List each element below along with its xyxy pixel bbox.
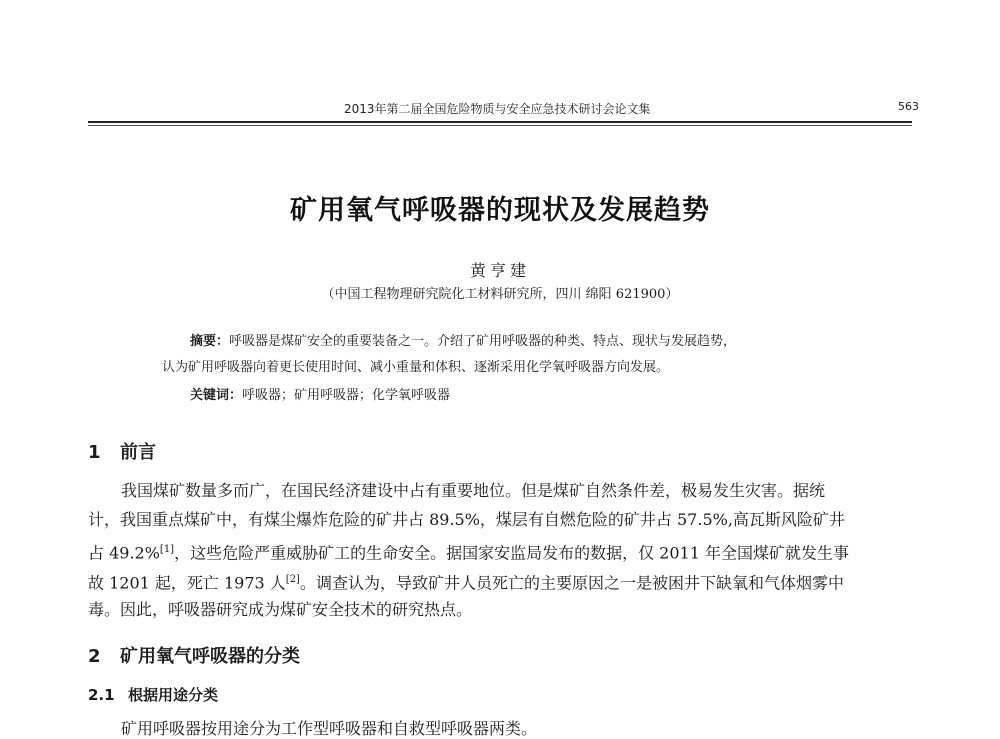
section-2-1-title: 根据用途分类 [128, 686, 219, 704]
keywords-label: 关键词： [190, 388, 243, 403]
section-2-heading [88, 642, 300, 668]
s1-line-5: 毒。因此，呼吸器研究成为煤矿安全技术的研究热点。 [88, 600, 473, 619]
s2-1-first-line: 矿用呼吸器按用途分为工作型呼吸器和自救型呼吸器两类。 [121, 719, 538, 738]
s1-line-3a: 占 49.2% [88, 543, 160, 563]
author-name: 黄亨建 [469, 261, 530, 280]
section-2-1-number: 2.1 [88, 686, 115, 704]
affiliation: （中国工程物理研究院化工材料研究所，四川 绵阳 621900） [321, 287, 679, 302]
s1-line-4b: 。调查认为，导致矿井人员死亡的主要原因之一是被困井下缺氧和气体烟雾中 [299, 573, 844, 593]
header-rule [88, 121, 912, 123]
running-header: 2013年第二届全国危险物质与安全应急技术研讨会论文集 [344, 102, 651, 116]
abstract-label: 摘要： [190, 334, 230, 349]
s1-line-3 [88, 540, 912, 563]
keywords-line [190, 384, 450, 403]
abstract-text-1: 呼吸器是煤矿安全的重要装备之一。介绍了矿用呼吸器的种类、特点、现状与发展趋势， [229, 334, 737, 349]
keywords-text: 呼吸器；矿用呼吸器；化学氧呼吸器 [242, 388, 451, 403]
s1-line-3b: ，这些危险严重威胁矿工的生命安全。据国家安监局发布的数据，仅 2011 年全国煤矿就发生事 [174, 543, 849, 563]
section-2-title: 矿用氧气呼吸器的分类 [120, 646, 300, 667]
s1-line-4 [88, 570, 912, 593]
abstract-line-1 [190, 330, 736, 349]
s1-line-2: 计，我国重点煤矿中，有煤尘爆炸危险的矿井占 89.5%，煤层有自燃危险的矿井占 57.5%,高瓦斯风险矿井 [88, 510, 845, 529]
paper-title: 矿用氧气呼吸器的现状及发展趋势 [290, 195, 710, 226]
section-1-number: 1 [88, 442, 101, 463]
section-1-heading [88, 438, 156, 464]
header-rule-thin [88, 125, 912, 126]
abstract-line-2: 认为矿用呼吸器向着更长使用时间、减小重量和体积、逐渐采用化学氧呼吸器方向发展。 [162, 360, 670, 375]
page-number: 563 [898, 100, 919, 113]
citation-2: [2] [285, 574, 300, 585]
s1-line-4a: 故 1201 起，死亡 1973 人 [88, 573, 286, 593]
s1-line-1: 我国煤矿数量多而广，在国民经济建设中占有重要地位。但是煤矿自然条件差，极易发生灾害。据统 [121, 481, 826, 500]
section-2-number: 2 [88, 646, 101, 667]
citation-1: [1] [159, 544, 175, 555]
section-1-title: 前言 [120, 442, 156, 463]
section-2-1-heading [88, 684, 218, 705]
